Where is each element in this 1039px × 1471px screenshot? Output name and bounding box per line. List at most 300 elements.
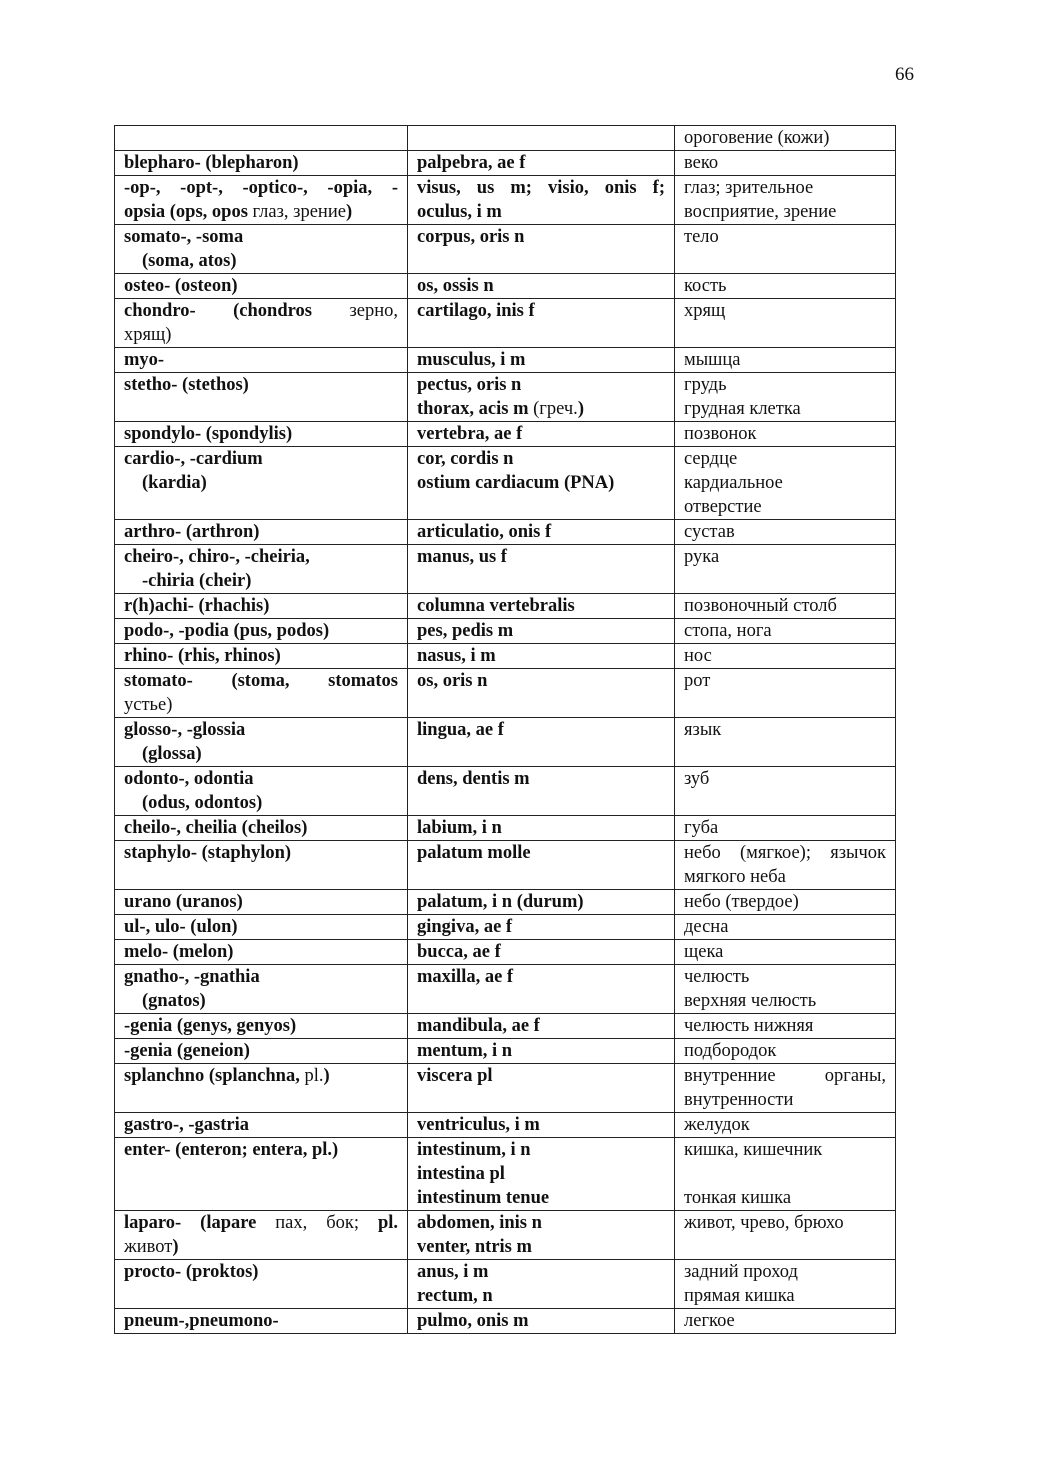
cell-line (684, 767, 886, 791)
cell-line (417, 373, 665, 397)
latin-term-cell (408, 545, 675, 594)
cell-line (417, 915, 665, 939)
russian-translation-cell (675, 915, 896, 940)
table-row (115, 1309, 896, 1334)
cell-text: мышца (684, 350, 741, 370)
cell-text: внутренности (684, 1090, 794, 1110)
latin-term-cell (408, 225, 675, 274)
table-row (115, 373, 896, 422)
cell-text: (odus, odontos) (142, 793, 263, 813)
cell-line (684, 619, 886, 643)
cell-line (124, 1309, 398, 1333)
cell-line (124, 176, 398, 200)
russian-translation-cell (675, 890, 896, 915)
cell-line (417, 1162, 665, 1186)
cell-text: mentum, i n (417, 1041, 513, 1061)
latin-term-cell (408, 299, 675, 348)
cell-text: хрящ) (124, 325, 172, 345)
cell-text: glosso-, -glossia (124, 720, 246, 740)
cell-line (124, 1014, 398, 1038)
cell-text: abdomen, inis n (417, 1213, 542, 1233)
cell-text: bucca, ae f (417, 942, 501, 962)
cell-text: губа (684, 818, 719, 838)
cell-text: язык (684, 720, 722, 740)
cell-text: челюсть нижняя (684, 1016, 814, 1036)
cell-text: стопа, нога (684, 621, 772, 641)
cell-line (684, 1039, 886, 1063)
latin-term-cell (408, 890, 675, 915)
latin-term-cell (408, 644, 675, 669)
cell-line (684, 1309, 886, 1333)
cell-text: gnatho-, -gnathia (124, 967, 260, 987)
cell-text: enter- (enteron; entera, pl.) (124, 1140, 339, 1160)
table-row (115, 176, 896, 225)
table-row (115, 816, 896, 841)
cell-line (684, 1088, 886, 1112)
latin-term-cell (408, 915, 675, 940)
cell-line (124, 594, 398, 618)
cell-line (684, 718, 886, 742)
cell-text: staphylo- (staphylon) (124, 843, 292, 863)
cell-line (124, 1113, 398, 1137)
cell-line (124, 249, 398, 273)
cell-line (417, 176, 665, 200)
cell-text: глаз; зрительное (684, 178, 814, 198)
cell-text: небо (твердое) (684, 892, 799, 912)
latin-term-cell (408, 940, 675, 965)
cell-text: pulmo, onis m (417, 1311, 529, 1331)
cell-text: зуб (684, 769, 710, 789)
cell-line (684, 274, 886, 298)
cell-text: palatum molle (417, 843, 531, 863)
latin-term-cell (408, 422, 675, 447)
cell-line (124, 471, 398, 495)
cell-line (417, 965, 665, 989)
cell-text: os, ossis n (417, 276, 494, 296)
cell-line (124, 1260, 398, 1284)
cell-text: palpebra, ae f (417, 153, 526, 173)
latin-term-cell (408, 1064, 675, 1113)
russian-translation-cell (675, 274, 896, 299)
cell-line (684, 816, 886, 840)
russian-translation-cell (675, 1260, 896, 1309)
cell-text: pl. (304, 1066, 324, 1086)
cell-text: рот (684, 671, 711, 691)
cell-text: podo-, -podia (pus, podos) (124, 621, 330, 641)
term-prefix-cell (115, 1113, 408, 1138)
term-prefix-cell (115, 274, 408, 299)
cell-text: rhino- (rhis, rhinos) (124, 646, 281, 666)
table-row (115, 1138, 896, 1211)
term-prefix-cell (115, 816, 408, 841)
cell-text: ostium cardiacum (PNA) (417, 473, 615, 493)
cell-text: кишка, кишечник (684, 1140, 823, 1160)
table-row (115, 767, 896, 816)
cell-text: отверстие (684, 497, 762, 517)
cell-text: intestinum tenue (417, 1188, 550, 1208)
cell-text: -genia (genys, genyos) (124, 1016, 297, 1036)
cell-line (124, 373, 398, 397)
russian-translation-cell (675, 225, 896, 274)
cell-text: челюсть (684, 967, 750, 987)
russian-translation-cell (675, 520, 896, 545)
latin-term-cell (408, 619, 675, 644)
cell-line (124, 767, 398, 791)
cell-text: maxilla, ae f (417, 967, 514, 987)
cell-line (417, 545, 665, 569)
cell-line (124, 915, 398, 939)
cell-line (124, 1138, 398, 1162)
cell-line (124, 225, 398, 249)
cell-line (684, 1260, 886, 1284)
russian-translation-cell (675, 151, 896, 176)
cell-line (684, 1138, 886, 1162)
cell-text: opsia (ops, opos (124, 202, 253, 222)
cell-text: щека (684, 942, 724, 962)
cell-text: -chiria (cheir) (142, 571, 252, 591)
cell-text: melo- (melon) (124, 942, 234, 962)
cell-line (684, 225, 886, 249)
cell-line (684, 545, 886, 569)
cell-text: ) (577, 399, 584, 419)
cell-line (124, 619, 398, 643)
term-prefix-cell (115, 841, 408, 890)
term-prefix-cell (115, 126, 408, 151)
cell-text: lingua, ae f (417, 720, 504, 740)
term-prefix-cell (115, 940, 408, 965)
cell-line (684, 1113, 886, 1137)
cell-text: mandibula, ae f (417, 1016, 540, 1036)
cell-text: thorax, acis m (417, 399, 534, 419)
cell-line (124, 348, 398, 372)
cell-line (417, 767, 665, 791)
table-row (115, 644, 896, 669)
cell-text: pectus, oris n (417, 375, 522, 395)
table-row (115, 669, 896, 718)
latin-term-cell (408, 669, 675, 718)
table-row (115, 1211, 896, 1260)
cell-line (684, 890, 886, 914)
cell-text: cheilo-, cheilia (cheilos) (124, 818, 308, 838)
cell-line (124, 274, 398, 298)
cell-line (684, 940, 886, 964)
cell-line (684, 865, 886, 889)
term-prefix-cell (115, 915, 408, 940)
cell-line (684, 176, 886, 200)
cell-line (684, 373, 886, 397)
cell-line (124, 791, 398, 815)
cell-line (124, 742, 398, 766)
cell-text: живот (124, 1237, 173, 1257)
table-row (115, 299, 896, 348)
cell-text: позвоночный столб (684, 596, 837, 616)
cell-text: intestinum, i n (417, 1140, 531, 1160)
cell-text: laparo- (lapare (124, 1213, 276, 1233)
russian-translation-cell (675, 669, 896, 718)
table-row (115, 274, 896, 299)
latin-term-cell (408, 841, 675, 890)
cell-line (417, 1211, 665, 1235)
terminology-table (114, 125, 896, 1334)
term-prefix-cell (115, 1260, 408, 1309)
table-row (115, 1039, 896, 1064)
cell-line (684, 989, 886, 1013)
cell-text: urano (uranos) (124, 892, 243, 912)
cell-text: -op-, -opt-, -optico-, -opia, - (124, 178, 398, 198)
term-prefix-cell (115, 1039, 408, 1064)
cell-text: cor, cordis n (417, 449, 514, 469)
cell-text: восприятие, зрение (684, 202, 837, 222)
latin-term-cell (408, 151, 675, 176)
cell-line (684, 841, 886, 865)
cell-text: splanchno (splanchna, (124, 1066, 305, 1086)
cell-line (417, 126, 665, 150)
term-prefix-cell (115, 151, 408, 176)
cell-text: musculus, i m (417, 350, 526, 370)
cell-text: pneum-,pneumono- (124, 1311, 279, 1331)
term-prefix-cell (115, 669, 408, 718)
cell-line (124, 693, 398, 717)
cell-line (124, 841, 398, 865)
table-row (115, 422, 896, 447)
cell-line (684, 447, 886, 471)
cell-text: blepharo- (blepharon) (124, 153, 299, 173)
cell-text: oculus, i m (417, 202, 502, 222)
russian-translation-cell (675, 126, 896, 151)
cell-text: ventriculus, i m (417, 1115, 540, 1135)
russian-translation-cell (675, 299, 896, 348)
cell-line (417, 225, 665, 249)
cell-text: мягкого неба (684, 867, 786, 887)
cell-line (684, 422, 886, 446)
term-prefix-cell (115, 176, 408, 225)
cell-text: cartilago, inis f (417, 301, 535, 321)
cell-text: ) (323, 1066, 330, 1086)
term-prefix-cell (115, 644, 408, 669)
russian-translation-cell (675, 940, 896, 965)
cell-text: глаз, зрение (252, 202, 346, 222)
cell-line (417, 1039, 665, 1063)
table-row (115, 1014, 896, 1039)
latin-term-cell (408, 373, 675, 422)
cell-line (684, 126, 886, 150)
cell-text: кость (684, 276, 727, 296)
latin-term-cell (408, 447, 675, 520)
cell-line (417, 940, 665, 964)
term-prefix-cell (115, 767, 408, 816)
latin-term-cell (408, 1309, 675, 1334)
term-prefix-cell (115, 594, 408, 619)
cell-text: -genia (geneion) (124, 1041, 250, 1061)
table-row (115, 1064, 896, 1113)
table-row (115, 545, 896, 594)
cell-text: тело (684, 227, 719, 247)
cell-line (684, 644, 886, 668)
cell-text: верхняя челюсть (684, 991, 817, 1011)
cell-text: procto- (proktos) (124, 1262, 259, 1282)
cell-line (417, 669, 665, 693)
table-row (115, 348, 896, 373)
russian-translation-cell (675, 176, 896, 225)
cell-text: labium, i n (417, 818, 502, 838)
cell-line (417, 1138, 665, 1162)
cell-line (417, 1014, 665, 1038)
russian-translation-cell (675, 1014, 896, 1039)
term-prefix-cell (115, 718, 408, 767)
cell-line (417, 1309, 665, 1333)
table-row (115, 841, 896, 890)
term-prefix-cell (115, 520, 408, 545)
cell-text: dens, dentis m (417, 769, 530, 789)
cell-line (124, 1039, 398, 1063)
cell-line (124, 1064, 398, 1088)
term-prefix-cell (115, 225, 408, 274)
cell-line (417, 1186, 665, 1210)
cell-text: грудная клетка (684, 399, 801, 419)
russian-translation-cell (675, 767, 896, 816)
cell-line (124, 965, 398, 989)
cell-text: сердце (684, 449, 738, 469)
cell-text: подбородок (684, 1041, 777, 1061)
cell-line (417, 299, 665, 323)
table-row (115, 594, 896, 619)
russian-translation-cell (675, 1138, 896, 1211)
table-row (115, 965, 896, 1014)
cell-line (684, 520, 886, 544)
latin-term-cell (408, 126, 675, 151)
cell-text: внутренние органы, (684, 1066, 886, 1086)
cell-line (124, 126, 398, 150)
cell-text: viscera pl (417, 1066, 493, 1086)
cell-text: corpus, oris n (417, 227, 525, 247)
cell-text: ороговение (кожи) (684, 128, 830, 148)
latin-term-cell (408, 816, 675, 841)
term-prefix-cell (115, 1138, 408, 1211)
cell-text: venter, ntris m (417, 1237, 532, 1257)
russian-translation-cell (675, 348, 896, 373)
cell-text: рука (684, 547, 720, 567)
cell-line (124, 545, 398, 569)
cell-text: (kardia) (142, 473, 207, 493)
cell-line (417, 520, 665, 544)
cell-line (124, 1235, 398, 1259)
russian-translation-cell (675, 816, 896, 841)
term-prefix-cell (115, 422, 408, 447)
cell-line (124, 989, 398, 1013)
cell-line (124, 644, 398, 668)
cell-text: os, oris n (417, 671, 488, 691)
cell-text: cheiro-, chiro-, -cheiria, (124, 547, 310, 567)
term-prefix-cell (115, 545, 408, 594)
latin-term-cell (408, 520, 675, 545)
cell-text: кардиальное (684, 473, 783, 493)
table-row (115, 151, 896, 176)
latin-term-cell (408, 1113, 675, 1138)
cell-line (417, 644, 665, 668)
latin-term-cell (408, 1014, 675, 1039)
page-number: 66 (895, 64, 914, 85)
cell-text: myo- (124, 350, 165, 370)
term-prefix-cell (115, 965, 408, 1014)
cell-text: ) (172, 1237, 179, 1257)
cell-text: хрящ (684, 301, 726, 321)
cell-text: пах, бок; (275, 1213, 359, 1233)
cell-text: pes, pedis m (417, 621, 514, 641)
term-prefix-cell (115, 619, 408, 644)
latin-term-cell (408, 767, 675, 816)
term-prefix-cell (115, 447, 408, 520)
russian-translation-cell (675, 1113, 896, 1138)
russian-translation-cell (675, 841, 896, 890)
cell-line (417, 200, 665, 224)
cell-line (124, 718, 398, 742)
russian-translation-cell (675, 1064, 896, 1113)
russian-translation-cell (675, 965, 896, 1014)
cell-text: stomato- (stoma, stomatos (124, 671, 398, 691)
term-prefix-cell (115, 1309, 408, 1334)
cell-text: spondylo- (spondylis) (124, 424, 293, 444)
cell-line (684, 965, 886, 989)
latin-term-cell (408, 1039, 675, 1064)
cell-text: stetho- (stethos) (124, 375, 249, 395)
cell-line (684, 669, 886, 693)
cell-line (684, 1014, 886, 1038)
cell-line (417, 1284, 665, 1308)
cell-line (684, 299, 886, 323)
cell-text: gingiva, ae f (417, 917, 513, 937)
term-prefix-cell (115, 1064, 408, 1113)
cell-line (684, 1211, 886, 1235)
cell-line (684, 397, 886, 421)
cell-line (684, 200, 886, 224)
cell-text: (gnatos) (142, 991, 206, 1011)
cell-line (417, 1064, 665, 1088)
cell-text: chondro- (chondros (124, 301, 350, 321)
russian-translation-cell (675, 1039, 896, 1064)
cell-text: intestina pl (417, 1164, 505, 1184)
cell-text: osteo- (osteon) (124, 276, 238, 296)
cell-text: odonto-, odontia (124, 769, 254, 789)
table-row (115, 915, 896, 940)
latin-term-cell (408, 274, 675, 299)
cell-line (417, 471, 665, 495)
cell-line (124, 422, 398, 446)
russian-translation-cell (675, 594, 896, 619)
term-prefix-cell (115, 373, 408, 422)
cell-line (684, 594, 886, 618)
cell-text: прямая кишка (684, 1286, 795, 1306)
russian-translation-cell (675, 644, 896, 669)
cell-line (684, 1186, 886, 1210)
cell-text: ul-, ulo- (ulon) (124, 917, 238, 937)
cell-text: живот, чрево, брюхо (684, 1213, 844, 1233)
cell-text: cardio-, -cardium (124, 449, 263, 469)
cell-line (124, 447, 398, 471)
cell-line (417, 619, 665, 643)
cell-text: задний проход (684, 1262, 798, 1282)
cell-line (417, 397, 665, 421)
terminology-table-body (115, 126, 896, 1334)
cell-line (124, 669, 398, 693)
latin-term-cell (408, 176, 675, 225)
cell-text: ) (345, 202, 353, 222)
cell-line (124, 890, 398, 914)
cell-line (684, 151, 886, 175)
cell-line (124, 569, 398, 593)
cell-line (684, 1064, 886, 1088)
cell-text: anus, i m (417, 1262, 489, 1282)
cell-text: позвонок (684, 424, 757, 444)
